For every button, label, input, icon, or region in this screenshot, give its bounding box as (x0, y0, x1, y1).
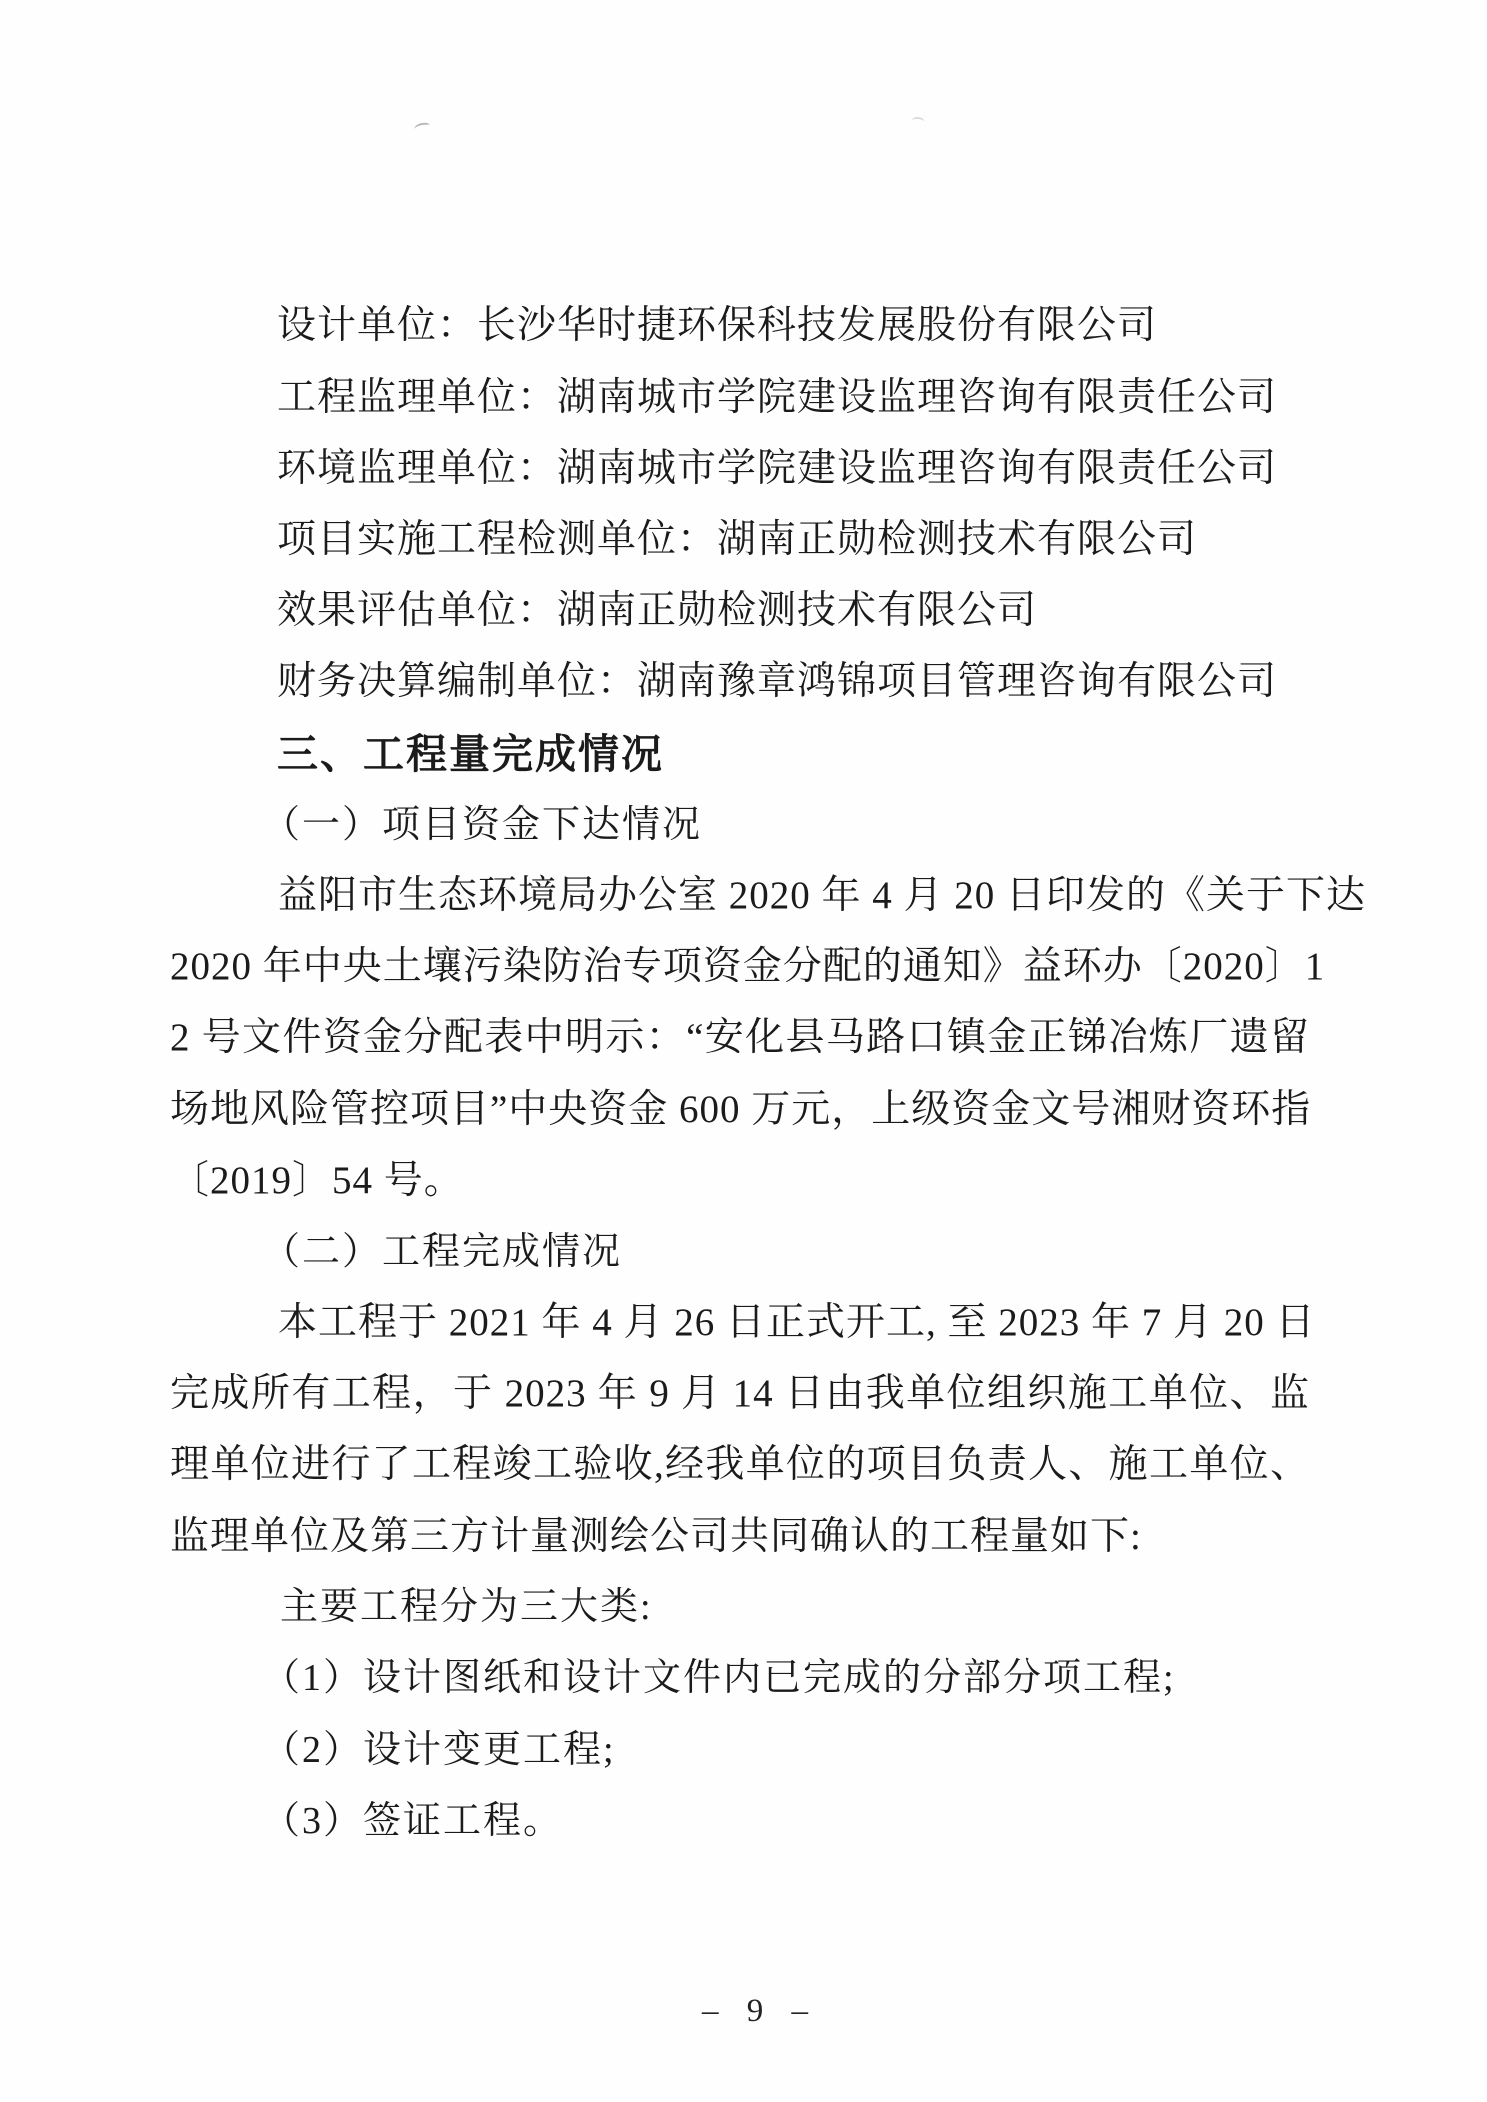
subsection-2-heading: （二）工程完成情况 (262, 1231, 623, 1273)
unit-line-implementation-testing: 项目实施工程检测单位：湖南正勋检测技术有限公司 (277, 518, 1198, 561)
unit-line-environment-supervision: 环境监理单位：湖南城市学院建设监理咨询有限责任公司 (277, 447, 1278, 490)
funding-paragraph-line: 益阳市生态环境局办公室 2020 年 4 月 20 日印发的《关于下达 (278, 874, 1367, 917)
unit-line-design: 设计单位：长沙华时捷环保科技发展股份有限公司 (277, 304, 1158, 347)
category-item-3: （3）签证工程。 (262, 1800, 564, 1842)
categories-intro-line: 主要工程分为三大类: (280, 1586, 653, 1628)
unit-line-project-supervision: 工程监理单位：湖南城市学院建设监理咨询有限责任公司 (277, 376, 1278, 419)
category-item-1: （1）设计图纸和设计文件内已完成的分部分项工程; (262, 1657, 1176, 1699)
unit-line-financial-settlement: 财务决算编制单位：湖南豫章鸿锦项目管理咨询有限公司 (277, 660, 1278, 703)
category-item-2: （2）设计变更工程; (262, 1729, 616, 1771)
scan-artifact (413, 122, 430, 133)
completion-paragraph-line: 监理单位及第三方计量测绘公司共同确认的工程量如下: (170, 1515, 1142, 1558)
section-3-heading: 三、工程量完成情况 (277, 731, 664, 777)
completion-paragraph-line: 完成所有工程，于 2023 年 9 月 14 日由我单位组织施工单位、监 (170, 1372, 1310, 1415)
funding-paragraph-line: 2020 年中央土壤污染防治专项资金分配的通知》益环办〔2020〕1 (170, 945, 1326, 988)
page-number: – 9 – (702, 1993, 818, 2029)
completion-paragraph-line: 理单位进行了工程竣工验收,经我单位的项目负责人、施工单位、 (170, 1443, 1310, 1486)
funding-paragraph-line: 〔2019〕54 号。 (170, 1159, 464, 1202)
funding-paragraph-line: 2 号文件资金分配表中明示：“安化县马路口镇金正锑冶炼厂遗留 (170, 1016, 1310, 1059)
funding-paragraph-line: 场地风险管控项目”中央资金 600 万元，上级资金文号湘财资环指 (170, 1088, 1312, 1131)
unit-line-effect-evaluation: 效果评估单位：湖南正勋检测技术有限公司 (277, 589, 1038, 632)
completion-paragraph-line: 本工程于 2021 年 4 月 26 日正式开工, 至 2023 年 7 月 20 日 (278, 1301, 1316, 1344)
scan-artifact (912, 116, 925, 125)
subsection-1-heading: （一）项目资金下达情况 (262, 804, 703, 846)
